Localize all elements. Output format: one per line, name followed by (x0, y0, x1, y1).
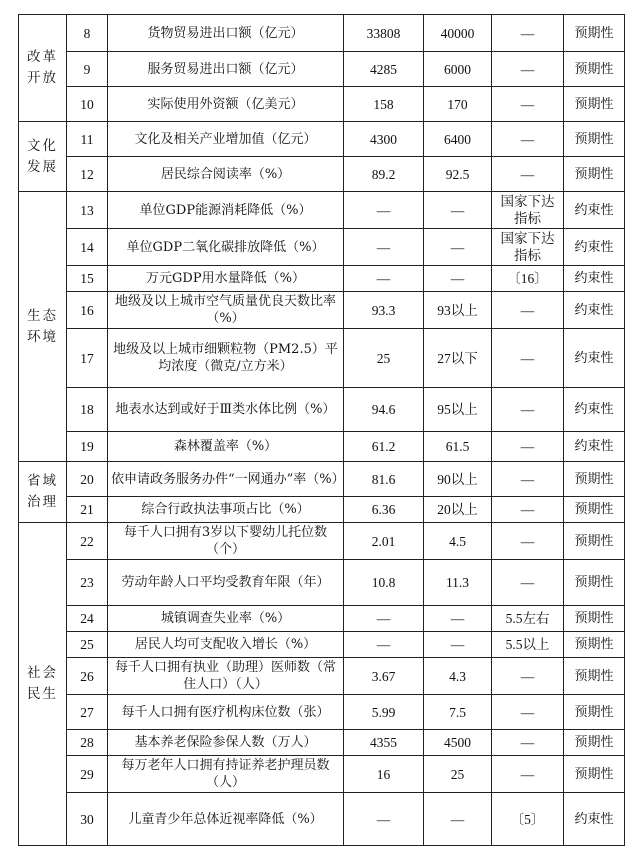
row-number-cell: 23 (67, 560, 108, 606)
target-value-cell: — (424, 266, 492, 292)
annual-value-cell: — (492, 497, 564, 523)
indicator-name-cell: 城镇调查失业率（%） (108, 606, 344, 632)
base-value-cell: — (344, 793, 424, 846)
indicator-name-cell: 万元GDP用水量降低（%） (108, 266, 344, 292)
annual-value-cell: — (492, 462, 564, 497)
target-value-cell: 25 (424, 756, 492, 793)
table-row (19, 730, 625, 756)
table-row (19, 432, 625, 462)
annual-value-cell: — (492, 560, 564, 606)
base-value-cell: 94.6 (344, 388, 424, 432)
category-cell (19, 523, 67, 846)
category-label: 改革开放 (27, 49, 58, 86)
attribute-cell: 约束性 (564, 793, 625, 846)
row-number-cell: 15 (67, 266, 108, 292)
attribute-cell: 约束性 (564, 388, 625, 432)
base-value-cell: 89.2 (344, 157, 424, 192)
target-value-cell: 4.5 (424, 523, 492, 560)
target-value-cell: — (424, 606, 492, 632)
row-number-cell: 29 (67, 756, 108, 793)
annual-value-cell: 5.5以上 (492, 632, 564, 658)
row-number-cell: 14 (67, 229, 108, 266)
table-row (19, 658, 625, 695)
table-row (19, 87, 625, 122)
target-value-cell: — (424, 632, 492, 658)
target-value-cell: 6000 (424, 52, 492, 87)
attribute-cell: 预期性 (564, 462, 625, 497)
table-row (19, 52, 625, 87)
table-row (19, 695, 625, 730)
target-value-cell: — (424, 229, 492, 266)
indicator-name-cell: 每千人口拥有执业（助理）医师数（常住人口）（人） (108, 658, 344, 695)
base-value-cell: 93.3 (344, 292, 424, 329)
indicator-table (18, 14, 625, 846)
attribute-cell: 约束性 (564, 229, 625, 266)
indicator-name-cell: 地级及以上城市空气质量优良天数比率（%） (108, 292, 344, 329)
base-value-cell: 3.67 (344, 658, 424, 695)
attribute-cell: 预期性 (564, 523, 625, 560)
category-label: 社会民生 (27, 665, 58, 702)
annual-value-cell: — (492, 157, 564, 192)
base-value-cell: 25 (344, 329, 424, 388)
base-value-cell: 158 (344, 87, 424, 122)
base-value-cell: 16 (344, 756, 424, 793)
annual-value-cell: — (492, 523, 564, 560)
row-number-cell: 28 (67, 730, 108, 756)
table-row (19, 497, 625, 523)
indicator-name-cell: 文化及相关产业增加值（亿元） (108, 122, 344, 157)
target-value-cell: 4.3 (424, 658, 492, 695)
indicator-name-cell: 劳动年龄人口平均受教育年限（年） (108, 560, 344, 606)
indicator-name-cell: 基本养老保险参保人数（万人） (108, 730, 344, 756)
attribute-cell: 约束性 (564, 266, 625, 292)
category-label: 省域治理 (27, 473, 58, 510)
base-value-cell: 5.99 (344, 695, 424, 730)
base-value-cell: — (344, 229, 424, 266)
target-value-cell: 11.3 (424, 560, 492, 606)
base-value-cell: 2.01 (344, 523, 424, 560)
annual-value-cell: — (492, 292, 564, 329)
target-value-cell: — (424, 793, 492, 846)
annual-value-cell: 〔16〕 (492, 266, 564, 292)
indicator-name-cell: 服务贸易进出口额（亿元） (108, 52, 344, 87)
row-number-cell: 24 (67, 606, 108, 632)
indicator-name-cell: 儿童青少年总体近视率降低（%） (108, 793, 344, 846)
category-label: 文化发展 (27, 137, 58, 175)
attribute-cell: 预期性 (564, 756, 625, 793)
category-cell (19, 192, 67, 462)
attribute-cell: 预期性 (564, 560, 625, 606)
base-value-cell: 10.8 (344, 560, 424, 606)
target-value-cell: 92.5 (424, 157, 492, 192)
attribute-cell: 预期性 (564, 695, 625, 730)
indicator-name-cell: 地表水达到或好于Ⅲ类水体比例（%） (108, 388, 344, 432)
base-value-cell: 61.2 (344, 432, 424, 462)
row-number-cell: 17 (67, 329, 108, 388)
indicator-name-cell: 每千人口拥有3岁以下婴幼儿托位数（个） (108, 523, 344, 560)
category-cell (19, 122, 67, 192)
target-value-cell: 61.5 (424, 432, 492, 462)
table-row (19, 192, 625, 229)
indicator-table-body (19, 15, 625, 846)
row-number-cell: 25 (67, 632, 108, 658)
table-row (19, 292, 625, 329)
row-number-cell: 27 (67, 695, 108, 730)
table-row (19, 15, 625, 52)
table-row (19, 388, 625, 432)
attribute-cell: 约束性 (564, 292, 625, 329)
row-number-cell: 9 (67, 52, 108, 87)
indicator-name-cell: 单位GDP能源消耗降低（%） (108, 192, 344, 229)
base-value-cell: 81.6 (344, 462, 424, 497)
annual-value-cell: — (492, 730, 564, 756)
attribute-cell: 预期性 (564, 730, 625, 756)
row-number-cell: 18 (67, 388, 108, 432)
target-value-cell: 90以上 (424, 462, 492, 497)
indicator-name-cell: 森林覆盖率（%） (108, 432, 344, 462)
annual-value-cell: — (492, 87, 564, 122)
indicator-name-cell: 地级及以上城市细颗粒物（PM2.5）平均浓度（微克/立方米） (108, 329, 344, 388)
target-value-cell: 27以下 (424, 329, 492, 388)
row-number-cell: 8 (67, 15, 108, 52)
row-number-cell: 19 (67, 432, 108, 462)
table-row (19, 756, 625, 793)
target-value-cell: 170 (424, 87, 492, 122)
row-number-cell: 13 (67, 192, 108, 229)
table-row (19, 793, 625, 846)
table-row (19, 122, 625, 157)
category-cell (19, 15, 67, 122)
indicator-name-cell: 每千人口拥有医疗机构床位数（张） (108, 695, 344, 730)
base-value-cell: 4355 (344, 730, 424, 756)
indicator-name-cell: 居民人均可支配收入增长（%） (108, 632, 344, 658)
annual-value-cell: — (492, 756, 564, 793)
table-row (19, 157, 625, 192)
annual-value-cell: — (492, 388, 564, 432)
target-value-cell: 7.5 (424, 695, 492, 730)
table-row (19, 523, 625, 560)
annual-value-cell: 国家下达指标 (492, 229, 564, 266)
annual-value-cell: 5.5左右 (492, 606, 564, 632)
table-row (19, 560, 625, 606)
target-value-cell: 95以上 (424, 388, 492, 432)
target-value-cell: 4500 (424, 730, 492, 756)
base-value-cell: 4300 (344, 122, 424, 157)
target-value-cell: 20以上 (424, 497, 492, 523)
row-number-cell: 30 (67, 793, 108, 846)
target-value-cell: 93以上 (424, 292, 492, 329)
attribute-cell: 约束性 (564, 329, 625, 388)
attribute-cell: 预期性 (564, 157, 625, 192)
attribute-cell: 预期性 (564, 658, 625, 695)
attribute-cell: 预期性 (564, 606, 625, 632)
indicator-name-cell: 综合行政执法事项占比（%） (108, 497, 344, 523)
attribute-cell: 预期性 (564, 632, 625, 658)
annual-value-cell: — (492, 52, 564, 87)
indicator-name-cell: 实际使用外资额（亿美元） (108, 87, 344, 122)
category-label: 生态环境 (27, 307, 58, 345)
base-value-cell: — (344, 266, 424, 292)
base-value-cell: 33808 (344, 15, 424, 52)
target-value-cell: 40000 (424, 15, 492, 52)
attribute-cell: 约束性 (564, 192, 625, 229)
attribute-cell: 预期性 (564, 52, 625, 87)
table-row (19, 606, 625, 632)
indicator-name-cell: 单位GDP二氧化碳排放降低（%） (108, 229, 344, 266)
attribute-cell: 预期性 (564, 87, 625, 122)
base-value-cell: — (344, 632, 424, 658)
indicator-name-cell: 货物贸易进出口额（亿元） (108, 15, 344, 52)
attribute-cell: 约束性 (564, 432, 625, 462)
annual-value-cell: — (492, 432, 564, 462)
row-number-cell: 22 (67, 523, 108, 560)
annual-value-cell: — (492, 122, 564, 157)
target-value-cell: 6400 (424, 122, 492, 157)
base-value-cell: — (344, 606, 424, 632)
attribute-cell: 预期性 (564, 122, 625, 157)
target-value-cell: — (424, 192, 492, 229)
table-row (19, 632, 625, 658)
row-number-cell: 16 (67, 292, 108, 329)
row-number-cell: 12 (67, 157, 108, 192)
base-value-cell: 6.36 (344, 497, 424, 523)
base-value-cell: — (344, 192, 424, 229)
annual-value-cell: — (492, 329, 564, 388)
annual-value-cell: — (492, 695, 564, 730)
annual-value-cell: 国家下达指标 (492, 192, 564, 229)
row-number-cell: 11 (67, 122, 108, 157)
row-number-cell: 21 (67, 497, 108, 523)
indicator-name-cell: 每万老年人口拥有持证养老护理员数（人） (108, 756, 344, 793)
indicator-name-cell: 居民综合阅读率（%） (108, 157, 344, 192)
category-cell (19, 462, 67, 523)
row-number-cell: 20 (67, 462, 108, 497)
table-row (19, 229, 625, 266)
row-number-cell: 26 (67, 658, 108, 695)
table-row (19, 329, 625, 388)
table-row (19, 266, 625, 292)
attribute-cell: 预期性 (564, 15, 625, 52)
annual-value-cell: 〔5〕 (492, 793, 564, 846)
row-number-cell: 10 (67, 87, 108, 122)
annual-value-cell: — (492, 658, 564, 695)
annual-value-cell: — (492, 15, 564, 52)
attribute-cell: 预期性 (564, 497, 625, 523)
table-row (19, 462, 625, 497)
indicator-name-cell: 依申请政务服务办件“一网通办”率（%） (108, 462, 344, 497)
base-value-cell: 4285 (344, 52, 424, 87)
